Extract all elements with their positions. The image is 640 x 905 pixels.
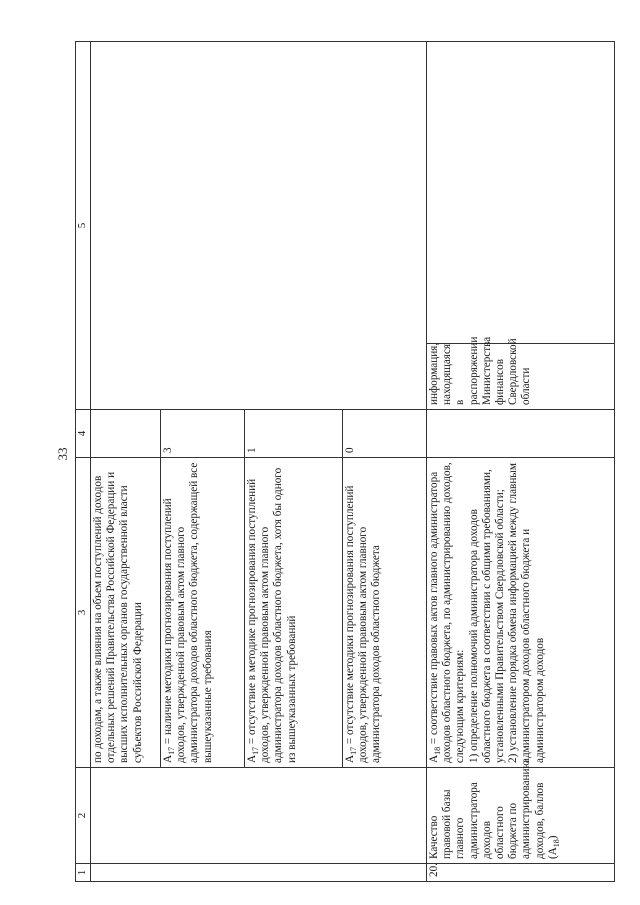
row-number-cell: 20. (427, 864, 615, 882)
table-header-row (76, 42, 91, 882)
criterion-text: $A_{17}$ = наличие методики прогнозирования поступлений доходов, утвержденной правовым актом главного администратора доходов областного бюджета, содержащей все вышеуказанные требования (161, 458, 245, 768)
criterion-text: $A_{17}$ = отсутствие методики прогнозирования поступлений доходов, утвержденной правовым актом главного администратора доходов областного бюджета (343, 458, 427, 768)
score-cell (91, 410, 161, 458)
table-row (427, 42, 615, 882)
criterion-text: $A_{17}$ = отсутствие в методике прогнозирования поступлений доходов, утвержденной правовым актом главного администратора доходов областного бюджета, хотя бы одного из вышеуказанных требований (245, 458, 343, 768)
empty-cell (427, 42, 615, 344)
header-col-1: 1 (76, 864, 91, 882)
indicator-name-cell (91, 768, 427, 864)
score-cell: 3 (161, 410, 245, 458)
header-col-2: 2 (76, 768, 91, 864)
indicator-name-cell: Качество правовой базы главного администратора доходов областного бюджета по администрированию доходов, баллов $(A_{18})$ (427, 768, 615, 864)
criterion-text: $A_{18}$ = соответствие правовых актов главного администратора доходов областного бюджета, по администрированию доходов, следующим критериям: 1) определение полномочий администратора доходов областного бюджета в соответствии с общими требованиями, установленными Правительством Свердловской области; 2) установление порядка обмена информацией между главным администратором доходов областного бюджета и администратором доходов (427, 458, 615, 768)
source-cell: информация, находящаяся в распоряжении Министерства финансов Свердловской области (427, 344, 615, 410)
score-cell: 0 (343, 410, 427, 458)
table-row (91, 42, 161, 882)
header-col-4: 4 (76, 410, 91, 458)
score-cell (427, 410, 615, 458)
score-cell: 1 (245, 410, 343, 458)
header-col-3: 3 (76, 458, 91, 768)
indicator-table (75, 42, 615, 882)
criterion-text: по доходам, а также влияния на объем поступлений доходов отдельных решений Правительства Российской Федерации и высших исполнительных органов государственной власти субъектов Российской Федерации (91, 458, 161, 768)
header-col-5: 5 (76, 42, 91, 410)
row-number-cell (91, 864, 427, 882)
page-number: 33 (55, 447, 70, 461)
source-cell (91, 42, 427, 410)
